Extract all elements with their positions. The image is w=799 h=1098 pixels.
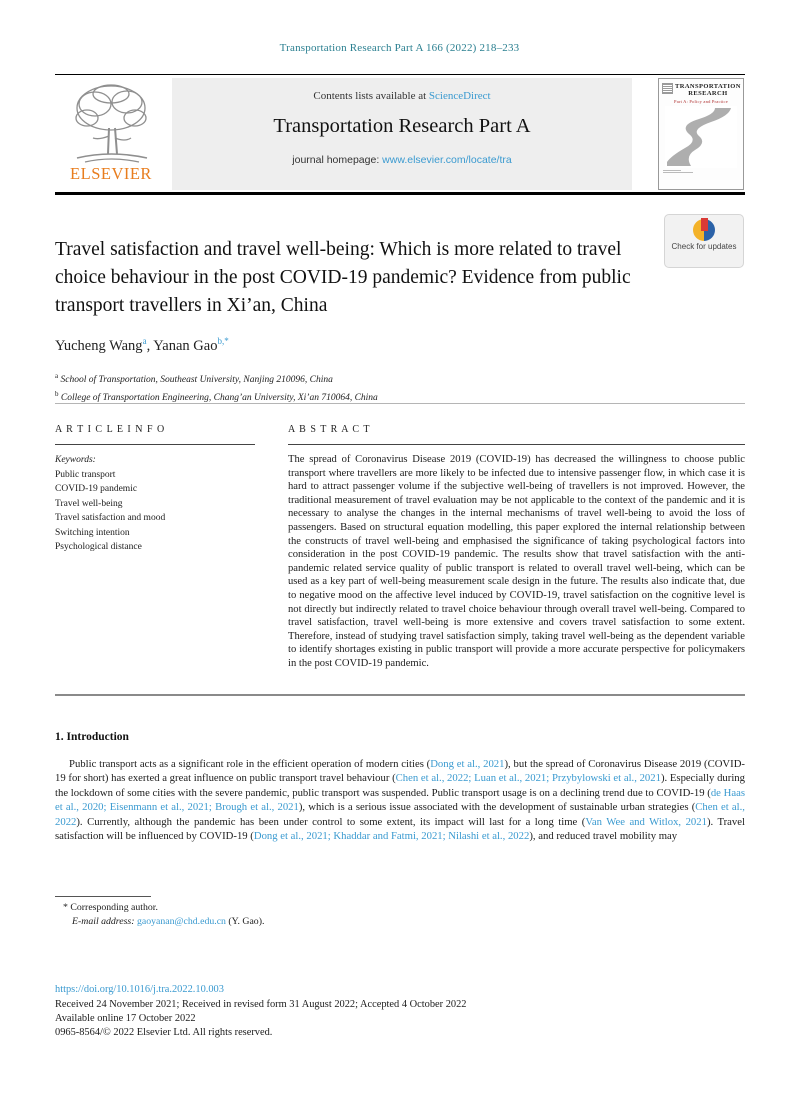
affiliations [55,369,378,405]
footnote-block [55,901,264,929]
author-name: Yanan Gao [153,337,218,354]
header-top-rule [55,74,745,75]
email-suffix: (Y. Gao). [225,916,265,927]
journal-homepage-link[interactable]: www.elsevier.com/locate/tra [382,154,512,166]
doi-link[interactable]: https://doi.org/10.1016/j.tra.2022.10.003 [55,984,224,995]
elsevier-tree-icon [55,80,167,166]
journal-title: Transportation Research Part A [273,115,531,137]
header-bottom-rule [55,192,745,195]
homepage-prefix: journal homepage: [292,154,383,166]
email-link[interactable]: gaoyanan@chd.edu.cn [134,916,226,927]
abstract-text: The spread of Coronavirus Disease 2019 (COVID-19) has decreased the willingness to choose public transport where travellers are more likely to be infected due to intensive passenger flow, in which case it is hard to attract passenger volume if the subjective well-being of travellers is not improved. However, the traditional measurement of travel evaluation may be not applicable to the context of the pandemic and it is necessary to analyse the changes in the internal mechanisms of travel well-being to avoid the loss of passengers. Based on structural equation modelling, this paper explored the internal relationship between the constructs of travel well-being and emphasised the significance of taking psychological factors into consideration in the post COVID-19 pandemic. The results show that travel satisfaction with the anti-pandemic related service quality of public transport is related to overall travel well-being, which can be used as a key part of well-being measurement scale design in the future. The results also indicate that, due to negative mood on the affective level induced by COVID-19, travel satisfaction on the cognitive level is not directly but indirectly related to travel choice behaviour through overall travel well-being. Compared to travel satisfaction, travel well-being is more extensive and covers travel satisfaction to some extent. Therefore, instead of studying travel satisfaction simply, taking travel well-being as the dependent variable to identify shortages existing in public transport will provide a more accurate perspective for policymakers in the post COVID-19 pandemic. [288,454,745,669]
article-title: Travel satisfaction and travel well-being: Which is more related to travel choice behaviour in the post COVID-19 pandemic? Evidence from public transport travellers in Xi’an, China [55,239,631,316]
footnote-corresponding-text: Corresponding author. [67,902,158,913]
corresponding-author-note [55,901,264,915]
citation-link[interactable]: de Haas et al., 2020; Eisenmann et al., 2021; Brough et al., 2021 [55,786,745,814]
abstract-heading: A B S T R A C T [288,424,371,435]
author-affiliation-mark[interactable]: b,* [217,336,229,346]
keywords-label: Keywords: [55,455,96,465]
footnote-star: * [63,902,68,913]
cover-title: TRANSPORTATION RESEARCH [675,83,741,98]
introduction-paragraph: Public transport acts as a significant role in the efficient operation of modern cities (Dong et al., 2021), but the spread of Coronavirus Disease 2019 (COVID-19 for short) has exerted a great influence on public transport travel behaviour (Chen et al., 2022; Luan et al., 2021; Przybylowski et al., 2021). Especially during the lockdown of some cities with the severe pandemic, public transport was suspended. Public transport usage is on a declining trend due to COVID-19 (de Haas et al., 2020; Eisenmann et al., 2021; Brough et al., 2021), which is a serious issue associated with the development of sustainable urban strategies (Chen et al., 2022). Currently, although the pandemic has been under control to some extent, its impact will last for a long time (Van Wee and Witlox, 2021). Travel satisfaction will be influenced by COVID-19 (Dong et al., 2021; Khaddar and Fatmi, 2021; Nilashi et al., 2022), and reduced travel mobility may [55,758,745,843]
keyword-item: Switching intention [55,527,130,538]
article-info-section [55,424,255,555]
check-for-updates-badge[interactable] [664,214,744,268]
received-dates: Received 24 November 2021; Received in revised form 31 August 2022; Accepted 4 October 2022 [55,999,467,1010]
cover-editor-lines [663,170,743,173]
abstract-section [288,424,745,671]
author-line [55,336,229,355]
article-info-rule [55,444,255,445]
masthead-box [172,78,632,190]
affiliation-text: College of Transportation Engineering, Chang’an University, Xi’an 710064, China [58,393,378,404]
crossmark-icon [693,219,715,241]
keyword-item: COVID-19 pandemic [55,484,138,494]
abstract-bottom-rule [55,694,745,696]
sciencedirect-link[interactable]: ScienceDirect [428,90,491,102]
keyword-item: Travel well-being [55,498,123,509]
citation-link[interactable]: Van Wee and Witlox, 2021 [585,815,707,828]
article-info-heading: A R T I C L E I N F O [55,424,166,435]
affiliation-line [55,369,378,387]
journal-citation: Transportation Research Part A 166 (2022) 218–233 [279,42,520,54]
author-name: Yucheng Wang [55,337,143,354]
keyword-item: Travel satisfaction and mood [55,513,166,523]
elsevier-wordmark: ELSEVIER [70,164,152,183]
citation-link[interactable]: Dong et al., 2021 [430,758,505,770]
cover-publisher-icon [662,83,673,94]
contents-list-line [172,90,632,102]
author-separator: , [146,337,154,354]
citation-link[interactable]: Chen et al., 2022; Luan et al., 2021; Przybylowski et al., 2021 [395,772,661,785]
introduction-heading: 1. Introduction [55,731,129,743]
keywords-block [55,453,255,555]
keyword-item: Public transport [55,469,116,480]
available-online: Available online 17 October 2022 [55,1013,196,1024]
journal-cover-thumbnail [658,78,744,190]
affiliation-rule [55,403,745,404]
affiliation-sup: a [55,372,59,380]
author-affiliation-mark[interactable]: a [142,336,147,346]
contents-prefix: Contents lists available at [313,90,429,102]
elsevier-logo [55,80,167,190]
email-label: E-mail address: [72,916,135,927]
footnote-rule [55,896,151,897]
keyword-item: Psychological distance [55,542,142,552]
cover-subtitle: Part A: Policy and Practice [674,98,728,104]
cover-road-graphic-icon [659,106,743,168]
email-note [55,915,264,929]
affiliation-sup: b [55,390,59,399]
journal-homepage-line [172,154,632,166]
abstract-rule [288,444,745,445]
check-for-updates-label: Check for updates [671,242,737,251]
citation-link[interactable]: Dong et al., 2021; Khaddar and Fatmi, 2021; Nilashi et al., 2022 [253,830,530,843]
affiliation-text: School of Transportation, Southeast University, Nanjing 210096, China [58,375,333,386]
copyright-line: 0965-8564/© 2022 Elsevier Ltd. All rights reserved. [55,1027,273,1038]
citation-link[interactable]: Chen et al., 2022 [55,801,745,828]
